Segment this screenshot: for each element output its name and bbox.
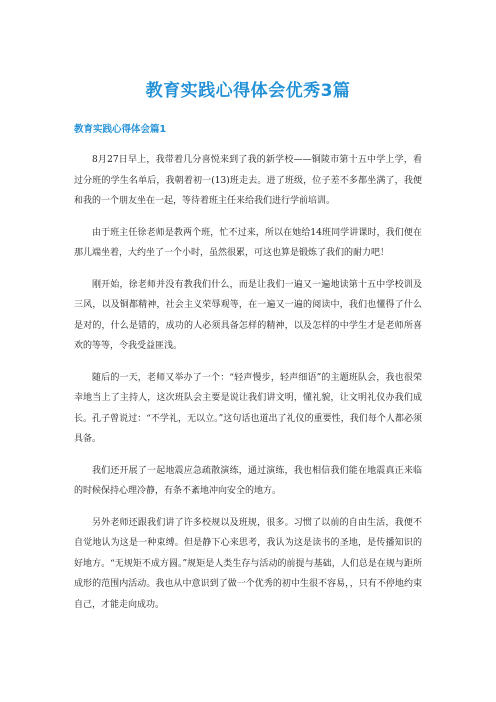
paragraph: 我们还开展了一起地震应急疏散演练，通过演练，我也相信我们能在地震真正来临的时候保持心理冷静，有条不紊地冲向安全的地方。 [74, 465, 422, 496]
paragraph: 刚开始，徐老师并没有教我们什么，而是让我们一遍又一遍地读第十五中学校训及三风，以及铜都精神，社会主义荣辱观等，在一遍又一遍的阅读中，我们也懂得了什么是对的，什么是错的，成功的人必须具备怎样的精神，以及怎样的中学生才是老师所喜欢的等等，令我受益匪浅。 [74, 279, 422, 351]
paragraph: 另外老师还跟我们讲了许多校规以及班规，很多。习惯了以前的自由生活，我便不自觉地认为这是一种束缚。但是静下心来思考，我认为这是读书的圣地，是传播知识的好地方。“无规矩不成方圆。”规矩是人类生存与活动的前提与基础，人们总是在规与距所成形的范围内活动。我也从中意识到了做一个优秀的初中生很不容易，，只有不停地约束自己，才能走向成功。 [74, 517, 422, 610]
section-heading: 教育实践心得体会篇1 [74, 124, 167, 135]
article-body [74, 150, 422, 626]
paragraph: 由于班主任徐老师是教两个班，忙不过来，所以在她给14班同学讲课时，我们便在那儿端坐着，大约坐了一个小时，虽然很累，可这也算是锻炼了我们的耐力吧！ [74, 227, 422, 258]
paragraph: 随后的一天，老师又举办了一个：“轻声慢步，轻声细语”的主题班队会，我也很荣幸地当上了主持人，这次班队会主要是说让我们讲文明，懂礼貌，让文明礼仪办我们成长。孔子曾说过：“不学礼，无以立。”这句话也道出了礼仪的重要性，我们每个人都必须具备。 [74, 372, 422, 444]
paragraph: 8月27日早上，我带着几分喜悦来到了我的新学校——铜陵市第十五中学上学，看过分班的学生名单后，我朝着初一(13)班走去。进了班级，位子差不多都坐满了，我便和我的一个朋友坐在一起，等待着班主任来给我们进行学前培训。 [74, 155, 422, 206]
page-title: 教育实践心得体会优秀3篇 [145, 81, 351, 101]
